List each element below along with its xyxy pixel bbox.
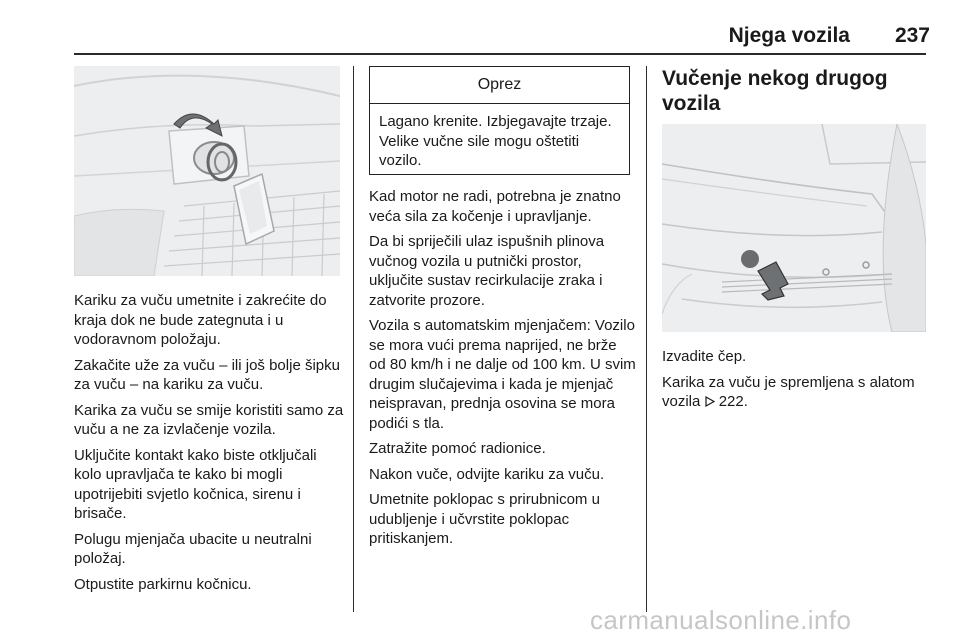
page-number: 237 bbox=[894, 24, 930, 47]
paragraph: Uključite kontakt kako biste otključali kolo upravljača te kako bi mogli upotrijebiti svjetlo kočnica, sirenu i brisače. bbox=[74, 446, 317, 522]
reference-text: Karika za vuču je spremljena s alatom vozila bbox=[662, 373, 915, 410]
watermark: carmanualsonline.info bbox=[590, 605, 852, 635]
section-heading: Vučenje nekog drugog vozila bbox=[662, 67, 888, 115]
paragraph: Umetnite poklopac s prirubnicom u udubljenje i učvrstite poklopac pritiskanjem. bbox=[369, 491, 600, 547]
paragraph: Da bi spriječili ulaz ispušnih plinova vučnog vozila u putnički prostor, uključite sustav recirkulacije zraka i zatvorite prozore. bbox=[369, 233, 605, 309]
header-rule bbox=[74, 53, 926, 55]
paragraph: Kad motor ne radi, potrebna je znatno veća sila za kočenje i upravljanje. bbox=[369, 188, 621, 225]
paragraph: Polugu mjenjača ubacite u neutralni položaj. bbox=[74, 530, 312, 567]
front-towing-eye-illustration bbox=[74, 66, 340, 276]
caution-text: Lagano krenite. Izbjegavajte trzaje. Velike vučne sile mogu oštetiti vozilo. bbox=[379, 113, 612, 169]
middle-column-text bbox=[369, 187, 637, 555]
paragraph: Zakačite uže za vuču – ili još bolje šipku za vuču – na kariku za vuču. bbox=[74, 356, 340, 393]
paragraph: Nakon vuče, odvijte kariku za vuču. bbox=[369, 465, 605, 483]
column-separator-right bbox=[646, 66, 647, 612]
column-separator-left bbox=[353, 66, 354, 612]
paragraph: Otpustite parkirnu kočnicu. bbox=[74, 575, 252, 593]
header-title: Njega vozila bbox=[728, 24, 850, 47]
caution-title: Oprez bbox=[370, 67, 629, 104]
paragraph: Izvadite čep. bbox=[662, 348, 747, 365]
paragraph: Kariku za vuču umetnite i zakrećite do kraja dok ne bude zategnuta i u vodoravnom položaju. bbox=[74, 292, 327, 348]
reference-page: 222. bbox=[718, 393, 748, 410]
paragraph: Vozila s automatskim mjenjačem: Vozilo se mora vući prema naprijed, ne brže od 80 km/h i ne dalje od 100 km. U svim drugim slučajevima i kada je mjenjač neispravan, prednja osovina se mora podići s tla. bbox=[369, 317, 636, 432]
left-column-text bbox=[74, 291, 344, 600]
rear-towing-eye-illustration bbox=[662, 124, 926, 332]
triangle-right-icon bbox=[705, 393, 719, 410]
reference-paragraph bbox=[662, 373, 930, 412]
right-column-text bbox=[662, 347, 930, 418]
paragraph: Karika za vuču se smije koristiti samo za vuču a ne za izvlačenje vozila. bbox=[74, 401, 344, 438]
caution-box bbox=[369, 66, 630, 175]
paragraph: Zatražite pomoć radionice. bbox=[369, 440, 546, 457]
